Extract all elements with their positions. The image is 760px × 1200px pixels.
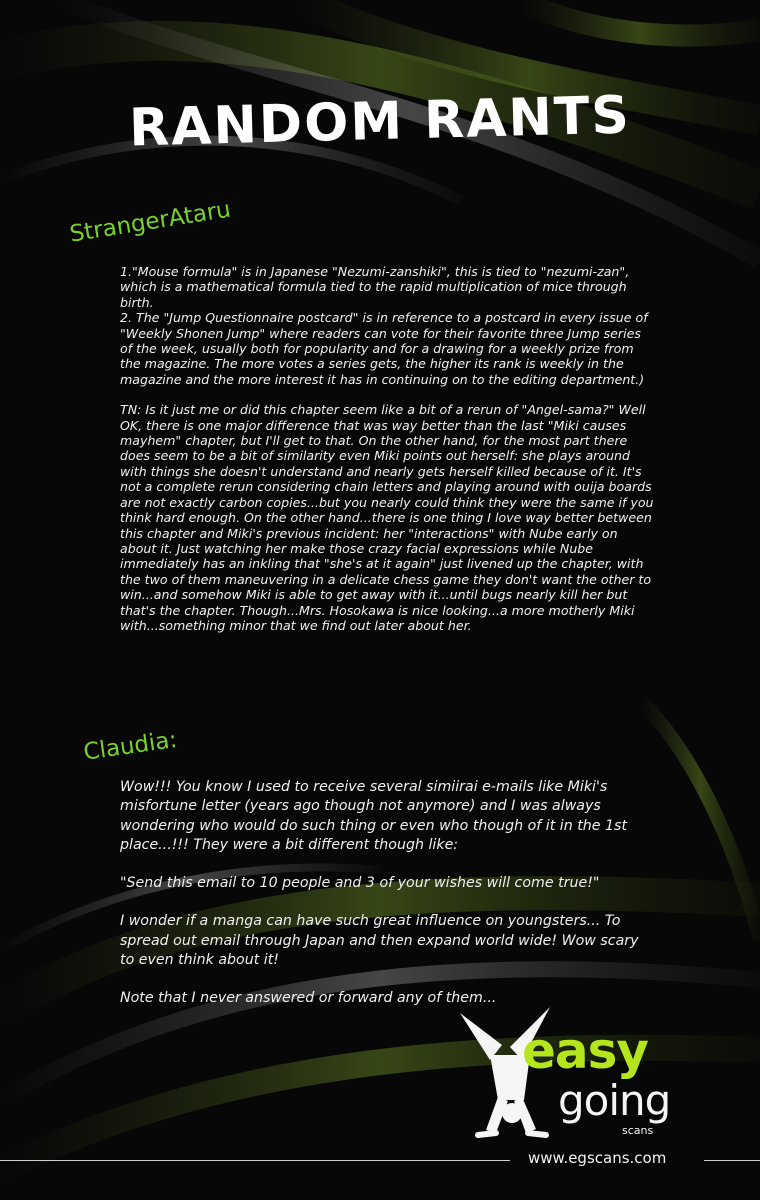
note-paragraph: 1."Mouse formula" is in Japanese "Nezumi-zanshiki", this is tied to "nezumi-zan", which is a mathematical formula tied to the rapid multiplication of mice through birth.	[120, 264, 630, 310]
comment-paragraph: "Send this email to 10 people and 3 of your wishes will come true!"	[120, 875, 600, 892]
page-title: RANDOM RANTS	[128, 85, 632, 159]
translator-note-paragraph: TN: Is it just me or did this chapter seem like a bit of a rerun of "Angel-sama?" Well OK, there is one major difference that was way better than the last "Miki causes mayhem" chapter, but I'll get to that. On the other hand, for the most part there does seem to be a bit of similarity even Miki points out herself: she plays around with things she doesn't understand and nearly gets herself killed because of it. It's not a complete rerun considering chain letters and playing around with ouija boards are not exactly carbon copies...but you nearly could think they were the same if you think hard enough. On the other hand...there is one thing I love way better between this chapter and Miki's previous incident: her "interactions" with Nube early on about it. Just watching her make those crazy facial expressions while Nube immediately has an inkling that "she's at it again" just livened up the chapter, with the two of them maneuvering in a delicate chess game they don't want the other to win...and somehow Miki is able to get away with it...until bugs nearly kill her but that's the chapter. Though...Mrs. Hosokawa is nice looking...a more motherly Miki with...something minor that we find out later about her.	[120, 402, 654, 633]
note-paragraph: 2. The "Jump Questionnaire postcard" is in reference to a postcard in every issue of "Weekly Shonen Jump" where readers can vote for their favorite three Jump series of the week, usually both for popularity and for a drawing for a weekly prize from the magazine. The more votes a series gets, the higher its rank is weekly in the magazine and the more interest it has in continuing on to the editing department.)	[120, 310, 648, 387]
footer-divider	[704, 1160, 760, 1161]
section-author-strangerataru: StrangerAtaru	[68, 196, 233, 248]
section-author-claudia: Claudia:	[82, 726, 179, 766]
logo-text-going: going	[558, 1076, 671, 1125]
logo-text-easy: easy	[522, 1022, 649, 1080]
section-body-claudia	[120, 778, 640, 1009]
section-body-strangerataru	[120, 264, 655, 633]
comment-paragraph: Note that I never answered or forward any of them...	[120, 990, 497, 1007]
logo-text-scans: scans	[622, 1124, 654, 1137]
website-link[interactable]: www.egscans.com	[528, 1149, 667, 1167]
footer-divider	[0, 1160, 510, 1161]
comment-paragraph: I wonder if a manga can have such great influence on youngsters... To spread out email through Japan and then expand world wide! Wow scary to even think about it!	[120, 913, 639, 969]
comment-paragraph: Wow!!! You know I used to receive several simiirai e-mails like Miki's misfortune letter (years ago though not anymore) and I was always wondering who would do such thing or even who though of it in the 1st place...!!! They were a bit different though like:	[120, 779, 628, 853]
